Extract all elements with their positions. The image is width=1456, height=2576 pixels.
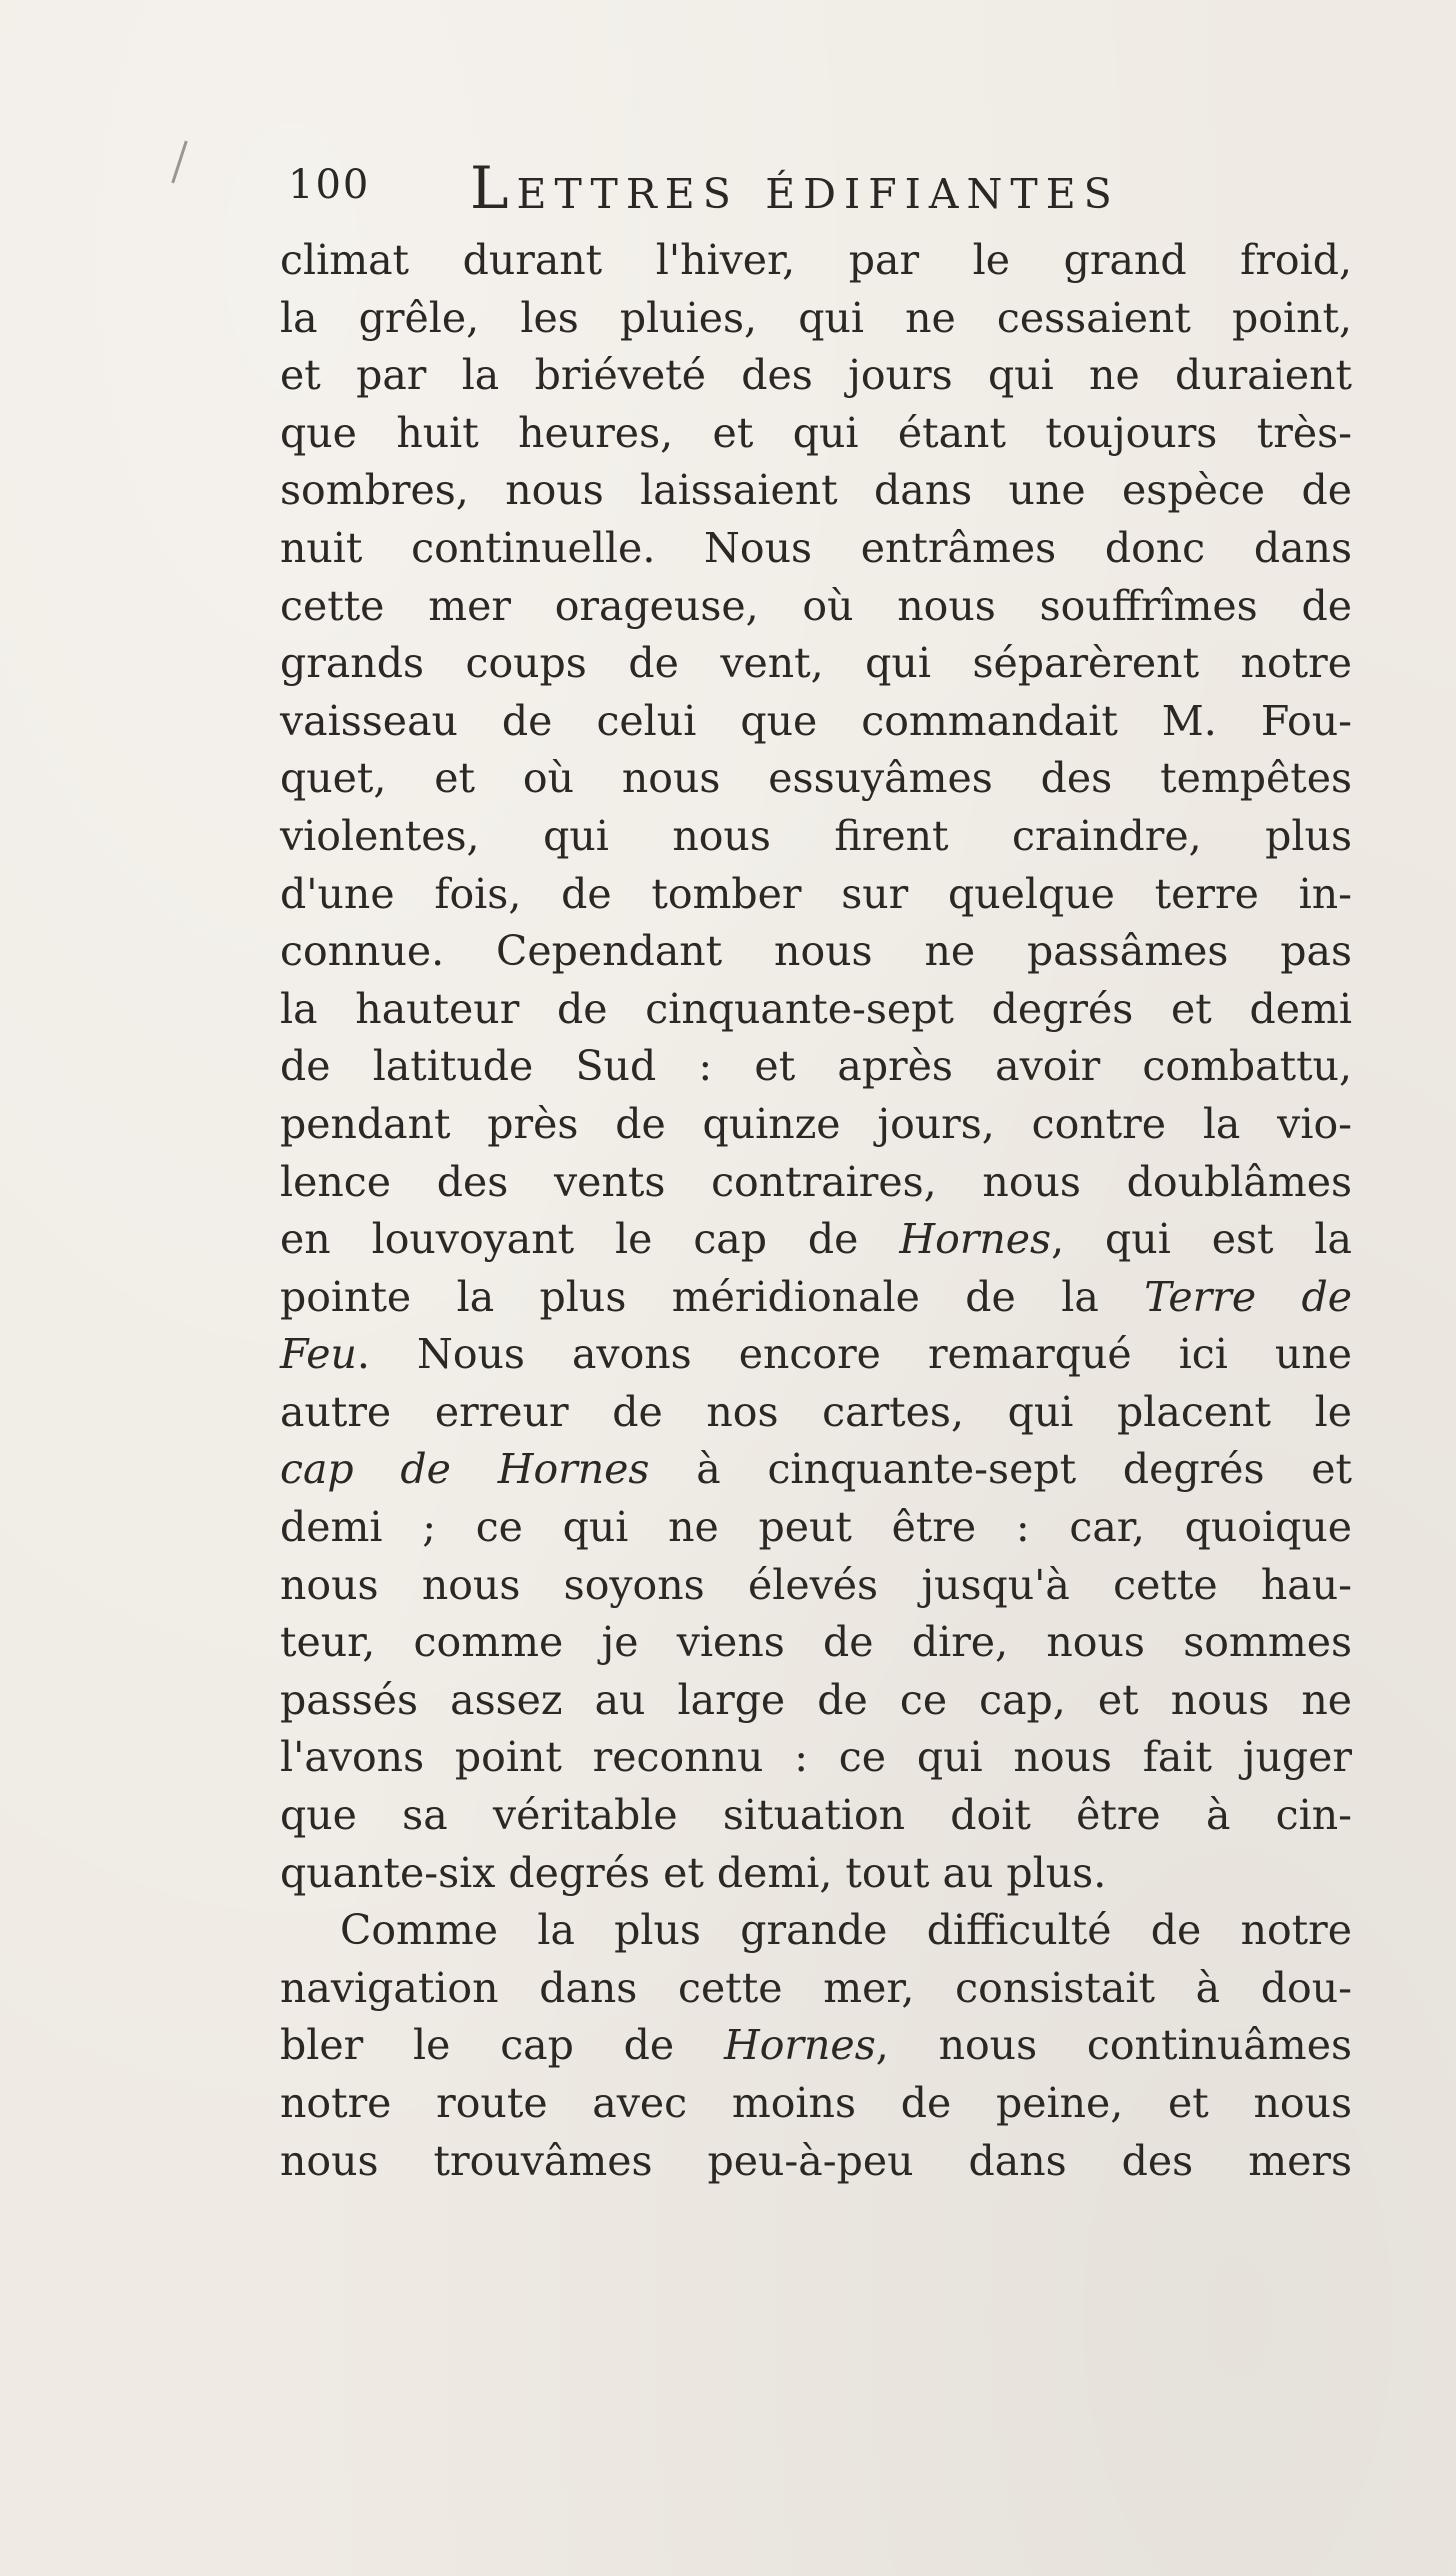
text-line: pendant près de quinze jours, contre la vio- [280, 1099, 1352, 1148]
text-line: et par la briéveté des jours qui ne duraient [280, 351, 1352, 400]
text-run: pointe la plus méridionale de la [280, 1272, 1145, 1321]
ink-mark [171, 141, 187, 184]
running-title: Lettres édifiantes [470, 154, 1120, 222]
text-line: vaisseau de celui que commandait M. Fou- [280, 696, 1352, 745]
text-line: quet, et où nous essuyâmes des tempêtes [280, 754, 1352, 803]
text-line: nuit continuelle. Nous entrâmes donc dans [280, 523, 1352, 572]
text-line: nous nous soyons élevés jusqu'à cette hau- [280, 1560, 1352, 1609]
text-run: en louvoyant le cap de [280, 1215, 900, 1264]
text-line: climat durant l'hiver, par le grand froid, [280, 236, 1352, 284]
text-line: cette mer orageuse, où nous souffrîmes de [280, 581, 1352, 630]
text-line: demi ; ce qui ne peut être : car, quoique [280, 1503, 1352, 1552]
text-line: la grêle, les pluies, qui ne cessaient point, [280, 293, 1352, 342]
text-line: la hauteur de cinquante-sept degrés et demi [280, 984, 1352, 1033]
text-line: l'avons point reconnu : ce qui nous fait juger [280, 1733, 1352, 1782]
text-line: violentes, qui nous firent craindre, plus [280, 811, 1352, 860]
body-text [280, 232, 1352, 2190]
text-line: grands coups de vent, qui séparèrent notre [280, 639, 1352, 688]
text-line: notre route avec moins de peine, et nous [280, 2079, 1352, 2127]
text-line: lence des vents contraires, nous doublâmes [280, 1157, 1352, 1206]
text-line [280, 1211, 1352, 1269]
text-line [280, 1269, 1352, 1327]
italic-place-name: cap de Hornes [280, 1445, 650, 1494]
text-run: à cinquante-sept degrés et [649, 1445, 1353, 1494]
italic-place-name: Feu [280, 1330, 357, 1379]
text-line: nous trouvâmes peu-à-peu dans des mers [280, 2136, 1352, 2185]
text-line: sombres, nous laissaient dans une espèce de [280, 466, 1352, 515]
text-run: , qui est la [1051, 1215, 1352, 1264]
text-line: connue. Cependant nous ne passâmes pas [280, 927, 1352, 976]
italic-place-name: Terre de [1144, 1272, 1352, 1321]
text-run: . Nous avons encore remarqué ici une [356, 1330, 1352, 1379]
running-head [280, 154, 1330, 232]
italic-place-name: Hornes [723, 2021, 876, 2070]
text-line: de latitude Sud : et après avoir combattu, [280, 1042, 1352, 1091]
text-line [280, 1326, 1352, 1384]
italic-place-name: Hornes [899, 1215, 1052, 1264]
text-line [280, 1441, 1352, 1499]
text-line: d'une fois, de tomber sur quelque terre in- [280, 869, 1352, 918]
text-line: quante-six degrés et demi, tout au plus. [280, 1848, 1107, 1897]
text-line: passés assez au large de ce cap, et nous ne [280, 1675, 1352, 1724]
text-line [280, 2017, 1352, 2075]
text-run: bler le cap de [280, 2021, 724, 2070]
text-line: que sa véritable situation doit être à cin- [280, 1791, 1352, 1840]
text-line: autre erreur de nos cartes, qui placent le [280, 1387, 1352, 1436]
text-line: Comme la plus grande difficulté de notre [340, 1906, 1352, 1955]
page-number: 100 [288, 162, 371, 208]
text-run: , nous continuâmes [875, 2021, 1352, 2070]
text-line: navigation dans cette mer, consistait à dou- [280, 1963, 1352, 2012]
text-line: teur, comme je viens de dire, nous sommes [280, 1618, 1352, 1667]
text-line: que huit heures, et qui étant toujours très- [280, 408, 1352, 457]
